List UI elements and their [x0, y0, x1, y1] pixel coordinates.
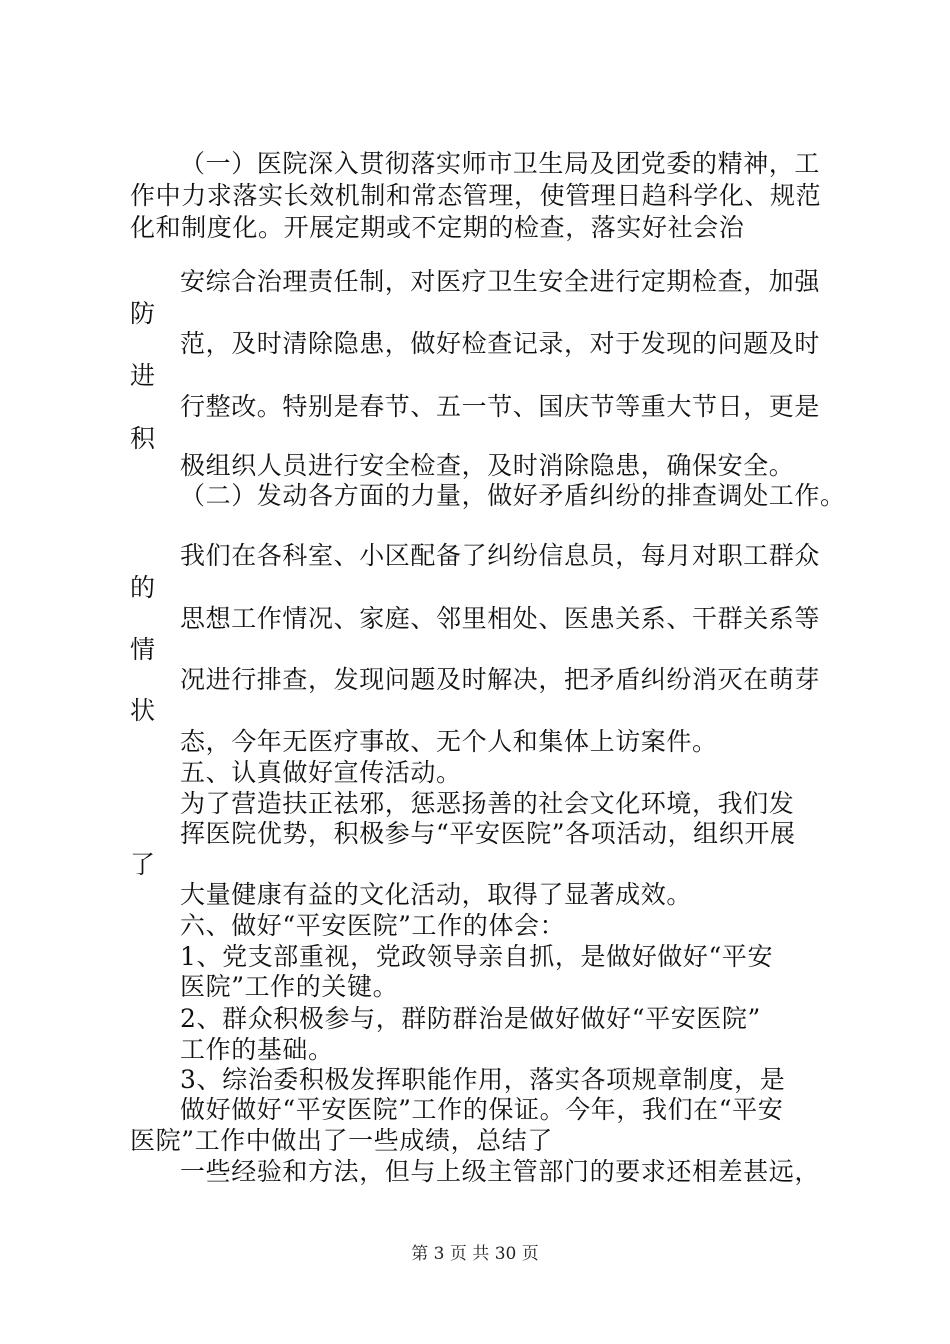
text-line: 安综合治理责任制，对医疗卫生安全进行定期检查，加强	[180, 267, 821, 296]
text-line: 进	[130, 361, 156, 390]
text-line: 化和制度化。开展定期或不定期的检查，落实好社会治	[130, 213, 745, 242]
text-line: 况进行排查，发现问题及时解决，把矛盾纠纷消灭在萌芽	[180, 665, 821, 694]
page-number-footer: 第 3 页 共 30 页	[411, 1244, 539, 1264]
text-line: 状	[130, 696, 156, 725]
text-line: 情	[130, 635, 156, 664]
text-line: 作中力求落实长效机制和常态管理，使管理日趋科学化、规范	[130, 181, 822, 210]
text-line: 行整改。特别是春节、五一节、国庆节等重大节日，更是	[180, 392, 821, 421]
text-line: 防	[130, 299, 156, 328]
text-line: 3、综治委积极发挥职能作用，落实各项规章制度，是	[180, 1065, 786, 1094]
text-line: 了	[130, 850, 156, 879]
text-line: 极组织人员进行安全检查，及时消除隐患，确保安全。	[180, 451, 795, 480]
text-line: 2、群众积极参与，群防群治是做好做好“平安医院”	[180, 1004, 761, 1033]
text-line: 的	[130, 573, 156, 602]
text-line: （二）发动各方面的力量，做好矛盾纠纷的排查调处工作。	[180, 481, 846, 510]
text-line: 做好做好“平安医院”工作的保证。今年，我们在“平安	[180, 1095, 784, 1124]
text-line: 思想工作情况、家庭、邻里相处、医患关系、干群关系等	[180, 604, 821, 633]
text-line: （一）医院深入贯彻落实师市卫生局及团党委的精神，工	[180, 149, 821, 178]
text-line: 医院”工作中做出了一些成绩，总结了	[130, 1126, 553, 1155]
text-line: 1、党支部重视，党政领导亲自抓，是做好做好“平安	[180, 942, 774, 971]
text-line: 五、认真做好宣传活动。	[180, 758, 462, 787]
text-line: 我们在各科室、小区配备了纠纷信息员，每月对职工群众	[180, 541, 821, 570]
text-line: 一些经验和方法，但与上级主管部门的要求还相差甚远，	[180, 1157, 821, 1186]
text-line: 医院”工作的关键。	[180, 972, 399, 1001]
text-line: 积	[130, 424, 156, 453]
text-line: 六、做好“平安医院”工作的体会：	[180, 911, 566, 940]
text-line: 为了营造扶正祛邪，惩恶扬善的社会文化环境，我们发	[180, 789, 795, 818]
text-line: 态，今年无医疗事故、无个人和集体上访案件。	[180, 727, 718, 756]
text-line: 大量健康有益的文化活动，取得了显著成效。	[180, 880, 693, 909]
text-line: 范，及时清除隐患，做好检查记录，对于发现的问题及时	[180, 329, 821, 358]
text-line: 挥医院优势，积极参与“平安医院”各项活动，组织开展	[180, 819, 796, 848]
text-line: 工作的基础。	[180, 1035, 334, 1064]
